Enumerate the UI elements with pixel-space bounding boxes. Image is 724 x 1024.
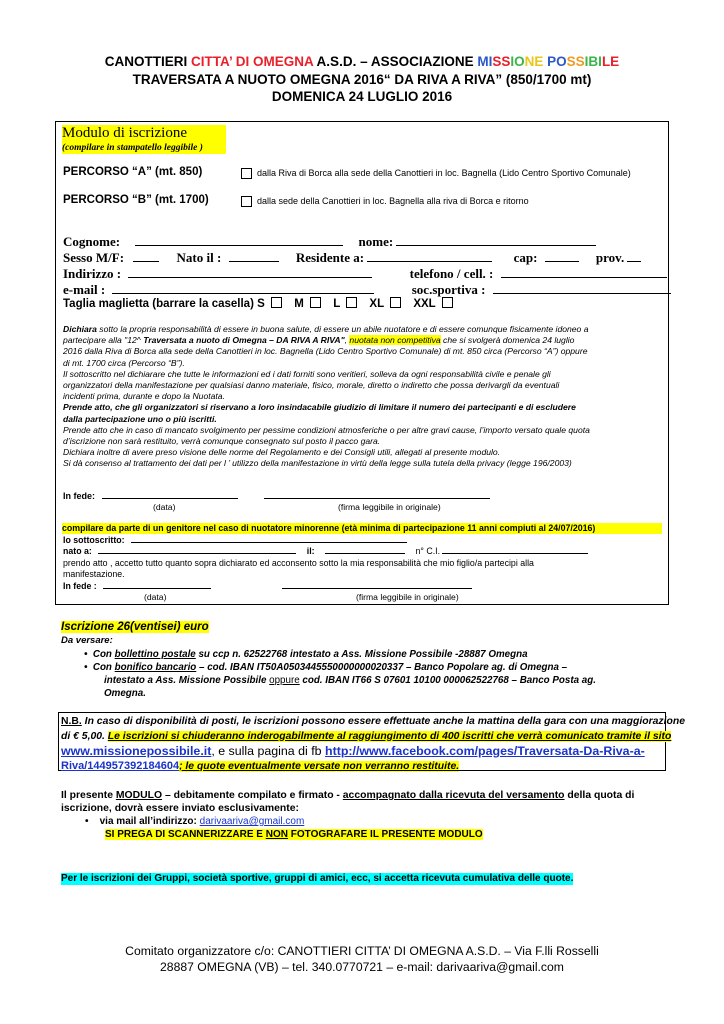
footer-line: 28887 OMEGNA (VB) – tel. 340.0770721 – e-mail: darivaariva@gmail.com <box>160 960 564 974</box>
bonifico-label: bonifico bancario <box>114 662 197 673</box>
telefono-field[interactable] <box>501 277 667 278</box>
percorso-b-desc: dalla sede della Canottieri in loc. Bagnella alla riva di Borca e ritorno <box>257 196 529 206</box>
cognome-row <box>63 234 596 250</box>
declaration-line: dalla partecipazione uno o più iscritti. <box>63 413 217 424</box>
payment-text: su ccp n. 62522768 intestato a Ass. Missione Possibile -28887 Omegna <box>195 649 528 660</box>
mail-label: via mail all’indirizzo: <box>99 816 200 827</box>
nb-closing-notice: Le iscrizioni si chiuderanno inderogabilmente al raggiungimento di 400 iscritti che verrà comunicato tramite il sito <box>107 730 672 742</box>
fee-title: Iscrizione 26(ventisei) euro <box>61 621 209 633</box>
declaration-line: Prende atto, che gli organizzatori si riservano a loro insindacabile giudizio di limitare il numero dei partecipanti e di escludere <box>63 402 576 413</box>
payment-option-postal: • Con bollettino postale su ccp n. 62522768 intestato a Ass. Missione Possibile -28887 Omegna <box>84 649 528 660</box>
minor-date-field[interactable] <box>103 588 211 589</box>
email-field[interactable] <box>112 293 374 294</box>
residente-label: Residente a: <box>295 250 365 265</box>
soc-field[interactable] <box>493 293 671 294</box>
send-text: della quota di <box>564 790 635 801</box>
declaration-line: di mt. 1700 circa (Percorso “B”). <box>63 357 185 368</box>
nb-text <box>61 715 685 774</box>
header-line-1 <box>0 54 724 70</box>
cap-field[interactable] <box>545 261 579 262</box>
event-name: Traversata a nuoto di Omegna – DA RIVA A RIVA" <box>143 335 345 346</box>
versare-label: Da versare: <box>61 635 113 646</box>
declaration-line: Dichiara inoltre di avere preso visione delle norme del Regolamento e dei Consigli utili, allegati al presente modulo. <box>63 447 501 458</box>
email-row <box>63 282 671 298</box>
nato-label: Nato il : <box>176 250 222 265</box>
minor-consent-line: prendo atto , accetto tutto quanto sopra dichiarato ed acconsento sotto la mia responsabilità che mio figlio/a partecipi alla <box>63 558 534 568</box>
taglia-label: Taglia maglietta (barrare la casella) S <box>63 298 265 310</box>
payment-text: cod. IBAN IT66 S 07601 10100 000062522768 – Banco Posta ag. <box>299 675 596 686</box>
email-label: e-mail : <box>63 282 106 297</box>
payment-text: – cod. IBAN IT50A0503445550000000020337 – Banco Popolare ag. di Omegna – <box>196 662 568 673</box>
size-xl-checkbox[interactable] <box>390 297 401 308</box>
header-text: CANOTTIERI <box>104 54 192 69</box>
send-text: Il presente <box>61 790 116 801</box>
nb-line: In caso di disponibilità di posti, le iscrizioni possono essere effettuate anche la mattina della gara con una maggiorazione <box>81 716 685 727</box>
percorso-a-desc: dalla Riva di Borca alla sede della Canottieri in loc. Bagnella (Lido Centro Sportivo Comunale) <box>257 168 631 178</box>
sesso-row <box>63 250 641 266</box>
percorso-b-label: PERCORSO “B” (mt. 1700) <box>63 194 209 206</box>
form-subtitle: (compilare in stampatello leggibile ) <box>62 142 226 154</box>
sesso-label: Sesso M/F: <box>63 250 125 265</box>
payment-text: intestato a Ass. Missione Possibile <box>104 675 270 686</box>
size-xxl-label: XXL <box>413 298 436 310</box>
minor-signature-row <box>63 581 472 591</box>
header-logo-letters: PO <box>543 54 567 69</box>
event-date: DOMENICA 24 LUGLIO 2016 <box>271 89 453 104</box>
nome-field[interactable] <box>396 245 596 246</box>
parent-il-field[interactable] <box>325 553 405 554</box>
sesso-field[interactable] <box>133 261 159 262</box>
non-competitive-highlight: nuotata non competitiva <box>349 335 441 346</box>
telefono-label: telefono / cell. : <box>409 266 494 281</box>
declaration-line: 2016 dalla Riva di Borca alla sede della Canottieri in loc. Bagnella (Lido Centro Sportivo Comunale) di mt. 850 circa (Percorso “A”) oppure <box>63 346 588 357</box>
parent-ci-field[interactable] <box>442 553 588 554</box>
cap-label: cap: <box>513 250 538 265</box>
nato-field[interactable] <box>229 261 279 262</box>
missione-possibile-link[interactable]: www.missionepossibile.it <box>61 744 212 758</box>
header-logo-letters: SS <box>492 54 511 69</box>
cognome-label: Cognome: <box>63 234 121 249</box>
date-caption: (data) <box>153 502 176 512</box>
minor-banner: compilare da parte di un genitore nel caso di nuotatore minorenne (età minima di partecipazione 11 anni compiuti al 24/07/2016) <box>62 523 662 534</box>
size-m-label: M <box>294 298 304 310</box>
minor-signature-caption: (firma leggibile in originale) <box>356 592 459 602</box>
declaration-line: sotto la propria responsabilità di essere in buona salute, di essere un abile nuotatore e di essere comunque fisicamente idoneo a <box>96 324 589 334</box>
parent-il-label: il: <box>306 546 315 556</box>
header-text: A.S.D. – ASSOCIAZIONE <box>313 54 478 69</box>
minor-consent-line: manifestazione. <box>63 569 125 579</box>
parent-nato-row <box>63 546 588 556</box>
payment-text: Omegna. <box>104 688 146 699</box>
header-logo-letters: MI <box>477 54 493 69</box>
minor-date-caption: (data) <box>144 592 167 602</box>
indirizzo-field[interactable] <box>128 277 372 278</box>
declaration-line: incidenti prima, durante e dopo la Nuotata. <box>63 391 225 402</box>
date-field[interactable] <box>102 498 238 499</box>
minor-consent <box>63 558 534 580</box>
modulo-label: MODULO <box>115 790 163 801</box>
groups-notice: Per le iscrizioni dei Gruppi, società sportive, gruppi di amici, ecc, si accetta ricevuta cumulativa delle quote. <box>61 873 574 884</box>
prov-field[interactable] <box>627 261 641 262</box>
header-logo-letters: SS <box>566 54 585 69</box>
declaration-text <box>63 324 590 470</box>
declaration-line: partecipare alla "12^ <box>63 335 144 346</box>
prov-label: prov. <box>595 250 625 265</box>
bollettino-label: bollettino postale <box>114 649 196 660</box>
declaration-line: d’iscrizione non sarà restituito, verrà comunque consegnato sul posto il pacco gara. <box>63 436 381 447</box>
parent-nato-label: nato a: <box>63 546 92 556</box>
declaration-line: che si svolgerà domenica 24 luglio <box>440 335 575 346</box>
header-logo-letters: IO <box>510 54 525 69</box>
scan-notice-non: NON <box>265 829 288 840</box>
registration-email-link[interactable]: darivaariva@gmail.com <box>199 816 305 827</box>
footer-line: Comitato organizzatore c/o: CANOTTIERI CITTA’ DI OMEGNA A.S.D. – Via F.lli Rosselli <box>125 944 599 958</box>
size-l-label: L <box>333 298 341 310</box>
signature-row <box>63 491 490 501</box>
parent-ci-label: n° C.I. <box>415 546 441 556</box>
soc-label: soc.sportiva : <box>411 282 486 297</box>
scan-notice: SI PREGA DI SCANNERIZZARE E <box>105 829 266 840</box>
nb-line: di € 5,00. <box>61 730 108 742</box>
header-logo-letters: LE <box>601 54 620 69</box>
in-fede-label: In fede: <box>63 491 96 501</box>
percorso-a-checkbox[interactable] <box>241 168 252 179</box>
size-m-checkbox[interactable] <box>310 297 321 308</box>
payment-option-bank: • Con bonifico bancario – cod. IBAN IT50A0503445550000000020337 – Banco Popolare ag. di Omegna – <box>84 662 568 673</box>
payment-options <box>84 648 596 700</box>
size-xxl-checkbox[interactable] <box>442 297 453 308</box>
percorso-a-label: PERCORSO “A” (mt. 850) <box>63 166 203 178</box>
facebook-link-cont[interactable]: Riva/144957392184604 <box>61 759 180 772</box>
signature-field[interactable] <box>264 498 490 499</box>
receipt-requirement: accompagnato dalla ricevuta del versamento <box>342 790 565 801</box>
taglia-row <box>63 297 453 310</box>
header-city: CITTA’ DI OMEGNA <box>191 54 314 69</box>
declaration-line: , <box>344 335 350 346</box>
registration-form-box <box>55 121 669 605</box>
size-s-checkbox[interactable] <box>271 297 282 308</box>
send-text: – debitamente compilato e firmato - <box>162 790 343 801</box>
minor-signature-field[interactable] <box>282 588 472 589</box>
header-logo-letters: IBI <box>584 54 602 69</box>
declaration-line: Si dà consenso al trattamento dei dati per l ’ utilizzo della manifestazione in virtù della legge sulla tutela della privacy (legge 196/2003) <box>63 458 572 469</box>
size-l-checkbox[interactable] <box>346 297 357 308</box>
residente-field[interactable] <box>367 261 492 262</box>
declaration-keyword: Dichiara <box>63 324 97 334</box>
signature-caption: (firma leggibile in originale) <box>338 502 441 512</box>
sottoscritto-row <box>63 535 407 545</box>
send-instructions: Il presente MODULO – debitamente compilato e firmato - accompagnato dalla ricevuta del versamento della quota di iscrizione, dovrà essere inviato esclusivamente: • via mail all’indirizzo: darivaariva@gmail.com SI PREGA DI SCANNERIZZARE E NON FOTOGRAFARE IL PRESENTE MODULO <box>61 790 635 840</box>
parent-nato-field[interactable] <box>98 553 296 554</box>
nb-refund-notice: ; le quote eventualmente versate non verranno restituite. <box>179 760 460 772</box>
send-text: iscrizione, dovrà essere inviato esclusivamente: <box>61 803 299 814</box>
size-xl-label: XL <box>369 298 384 310</box>
oppure-label: oppure <box>269 675 300 686</box>
payment-option-bank-cont <box>84 674 596 687</box>
payment-text: Con <box>92 662 115 673</box>
facebook-link[interactable]: http://www.facebook.com/pages/Traversata-Da-Riva-a- <box>325 744 645 758</box>
declaration-line: Il sottoscritto nel dichiarare che tutte le informazioni ed i dati forniti sono veritieri, solleva da ogni responsabilità civile e penale gli <box>63 368 551 379</box>
scan-notice: FOTOGRAFARE IL PRESENTE MODULO <box>288 829 483 840</box>
minor-in-fede-label: In fede : <box>63 581 97 591</box>
sottoscritto-field[interactable] <box>131 542 407 543</box>
percorso-b-checkbox[interactable] <box>241 196 252 207</box>
event-title: TRAVERSATA A NUOTO OMEGNA 2016“ DA RIVA A RIVA” (850/1700 mt) <box>132 72 592 87</box>
form-title: Modulo di iscrizione <box>62 125 226 142</box>
nome-label: nome: <box>358 234 394 249</box>
payment-text: Con <box>92 649 115 660</box>
indirizzo-row <box>63 266 667 282</box>
footer <box>0 943 724 975</box>
cognome-field[interactable] <box>135 245 343 246</box>
nb-label: N.B. <box>61 716 82 727</box>
sottoscritto-label: Io sottoscritto: <box>63 535 125 545</box>
declaration-line: Prende atto che in caso di mancato svolgimento per pessime condizioni atmosferiche o per altre gravi cause, l’importo versato quale quota <box>63 424 590 435</box>
indirizzo-label: Indirizzo : <box>63 266 122 281</box>
nb-line: , e sulla pagina di fb <box>211 744 325 758</box>
declaration-line: organizzatori della manifestazione per qualsiasi danno materiale, fisico, morale, diretto o indiretto che possa derivargli da eventuali <box>63 380 560 391</box>
header-logo-letters: NE <box>524 54 544 69</box>
